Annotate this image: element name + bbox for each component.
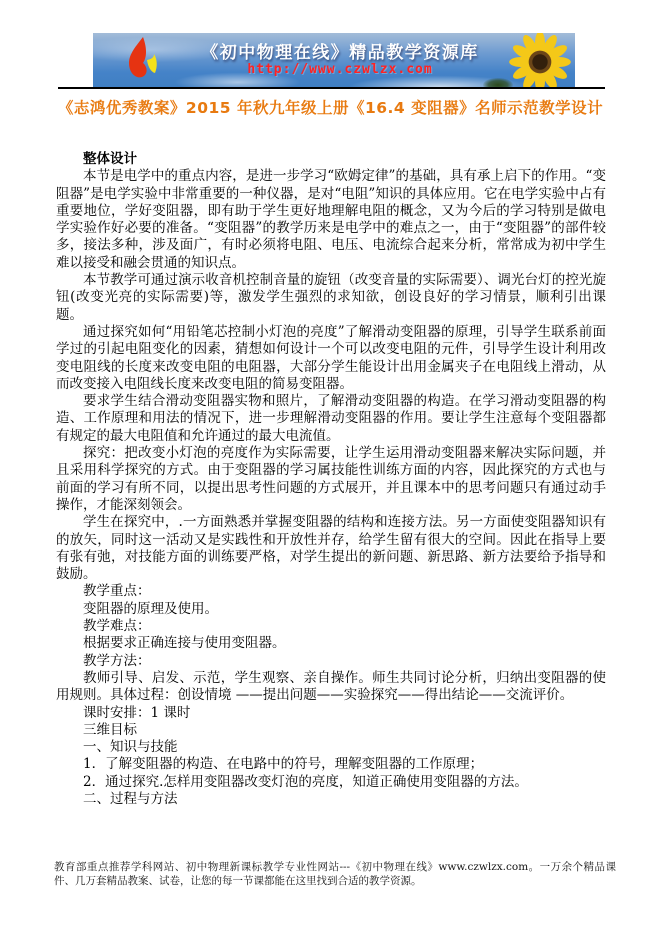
sunflower-icon <box>509 33 571 89</box>
paragraph: 2．通过探究.怎样用变阻器改变灯泡的亮度，知道正确使用变阻器的方法。 <box>83 773 528 790</box>
document-title: 《志鸿优秀教案》2015 年秋九年级上册《16.4 变阻器》名师示范教学设计 <box>57 99 604 117</box>
paragraph: 本节教学可通过演示收音机控制音量的旋钮（改变音量的实际需要）、调光台灯的控光旋钮(改变光亮的实际需要)等，激发学生强烈的求知欲，创设良好的学习情景，顺利引出课题。 <box>56 272 606 323</box>
paragraph: 本节是电学中的重点内容，是进一步学习“欧姆定律”的基础，具有承上启下的作用。“变阻器”是电学实验中非常重要的一种仪器，是对“电阻”知识的具体应用。它在电学实验中占有重要地位，学好变阻器，即有助于学生更好地理解电阻的概念，又为今后的学习特别是做电学实验作好必要的准备。“变阻器”的教学历来是电学中的难点之一，由于“变阻器”的部件较多，接法多种，涉及面广，有时必须将电阻、电压、电流综合起来分析，常常成为初中学生难以接受和融会贯通的知识点。 <box>56 168 606 271</box>
paragraph: 1．了解变阻器的构造、在电路中的符号，理解变阻器的工作原理； <box>83 756 484 773</box>
page-footer: 教育部重点推荐学科网站、初中物理新课标教学专业性网站---《初中物理在线》www.czwlzx.com。一万余个精品课件、几万套精品教案、试卷，让您的每一节课都能在这里找到合适的教学资源。 <box>54 861 616 887</box>
paragraph: 变阻器的原理及使用。 <box>83 600 218 617</box>
document-body <box>56 151 606 808</box>
paragraph: 教学方法： <box>83 652 151 669</box>
header-divider <box>58 87 605 89</box>
paragraph: 课时安排：1 课时 <box>83 704 191 721</box>
paragraph: 根据要求正确连接与使用变阻器。 <box>83 635 286 652</box>
paragraph: 二、过程与方法 <box>83 790 178 807</box>
section-heading: 整体设计 <box>83 151 137 167</box>
banner-image <box>93 33 575 89</box>
paragraph: 一、知识与技能 <box>83 739 178 756</box>
paragraph: 通过探究如何“用铅笔芯控制小灯泡的亮度”了解滑动变阻器的原理，引导学生联系前面学过的引起电阻变化的因素，猜想如何设计一个可以改变电阻的元件，引导学生设计利用改变电阻线的长度来改变电阻的电阻器，大部分学生能设计出用金属夹子在电阻线上滑动，从而改变接入电阻线长度来改变电阻的简易变阻器。 <box>56 323 606 392</box>
paragraph: 教学难点： <box>83 618 151 635</box>
paragraph: 教学重点： <box>83 583 151 600</box>
site-logo-flame-icon <box>121 36 161 86</box>
paragraph: 三维目标 <box>83 721 137 738</box>
paragraph: 探究：把改变小灯泡的亮度作为实际需要，让学生运用滑动变阻器来解决实际问题，并且采用科学探究的方式。由于变阻器的学习属技能性训练方面的内容，因此探究的方式也与前面的学习有所不同，以提出思考性问题的方式展开，并且课本中的思考问题只有通过动手操作，才能深刻领会。 <box>56 445 606 513</box>
banner-site-url: http://www.czwlzx.com <box>247 62 433 78</box>
banner-text-block <box>161 44 519 78</box>
paragraph: 教师引导、启发、示范，学生观察、亲自操作。师生共同讨论分析，归纳出变阻器的使用规则。具体过程：创设情境 ——提出问题——实验探究——得出结论——交流评价。 <box>56 669 606 704</box>
banner-site-title: 《初中物理在线》精品教学资源库 <box>201 42 479 63</box>
paragraph: 学生在探究中，.一方面熟悉并掌握变阻器的结构和连接方法。另一方面使变阻器知识有的放矢，同时这一活动又是实践性和开放性并存，给学生留有很大的空间。因此在指导上要有张有弛，对技能方面的训练要严格，对学生提出的新问题、新思路、新方法要给予指导和鼓励。 <box>56 514 606 583</box>
paragraph: 要求学生结合滑动变阻器实物和照片，了解滑动变阻器的构造。在学习滑动变阻器的构造、工作原理和用法的情况下，进一步理解滑动变阻器的作用。要让学生注意每个变阻器都有规定的最大电阻值和允许通过的最大电流值。 <box>56 393 606 444</box>
